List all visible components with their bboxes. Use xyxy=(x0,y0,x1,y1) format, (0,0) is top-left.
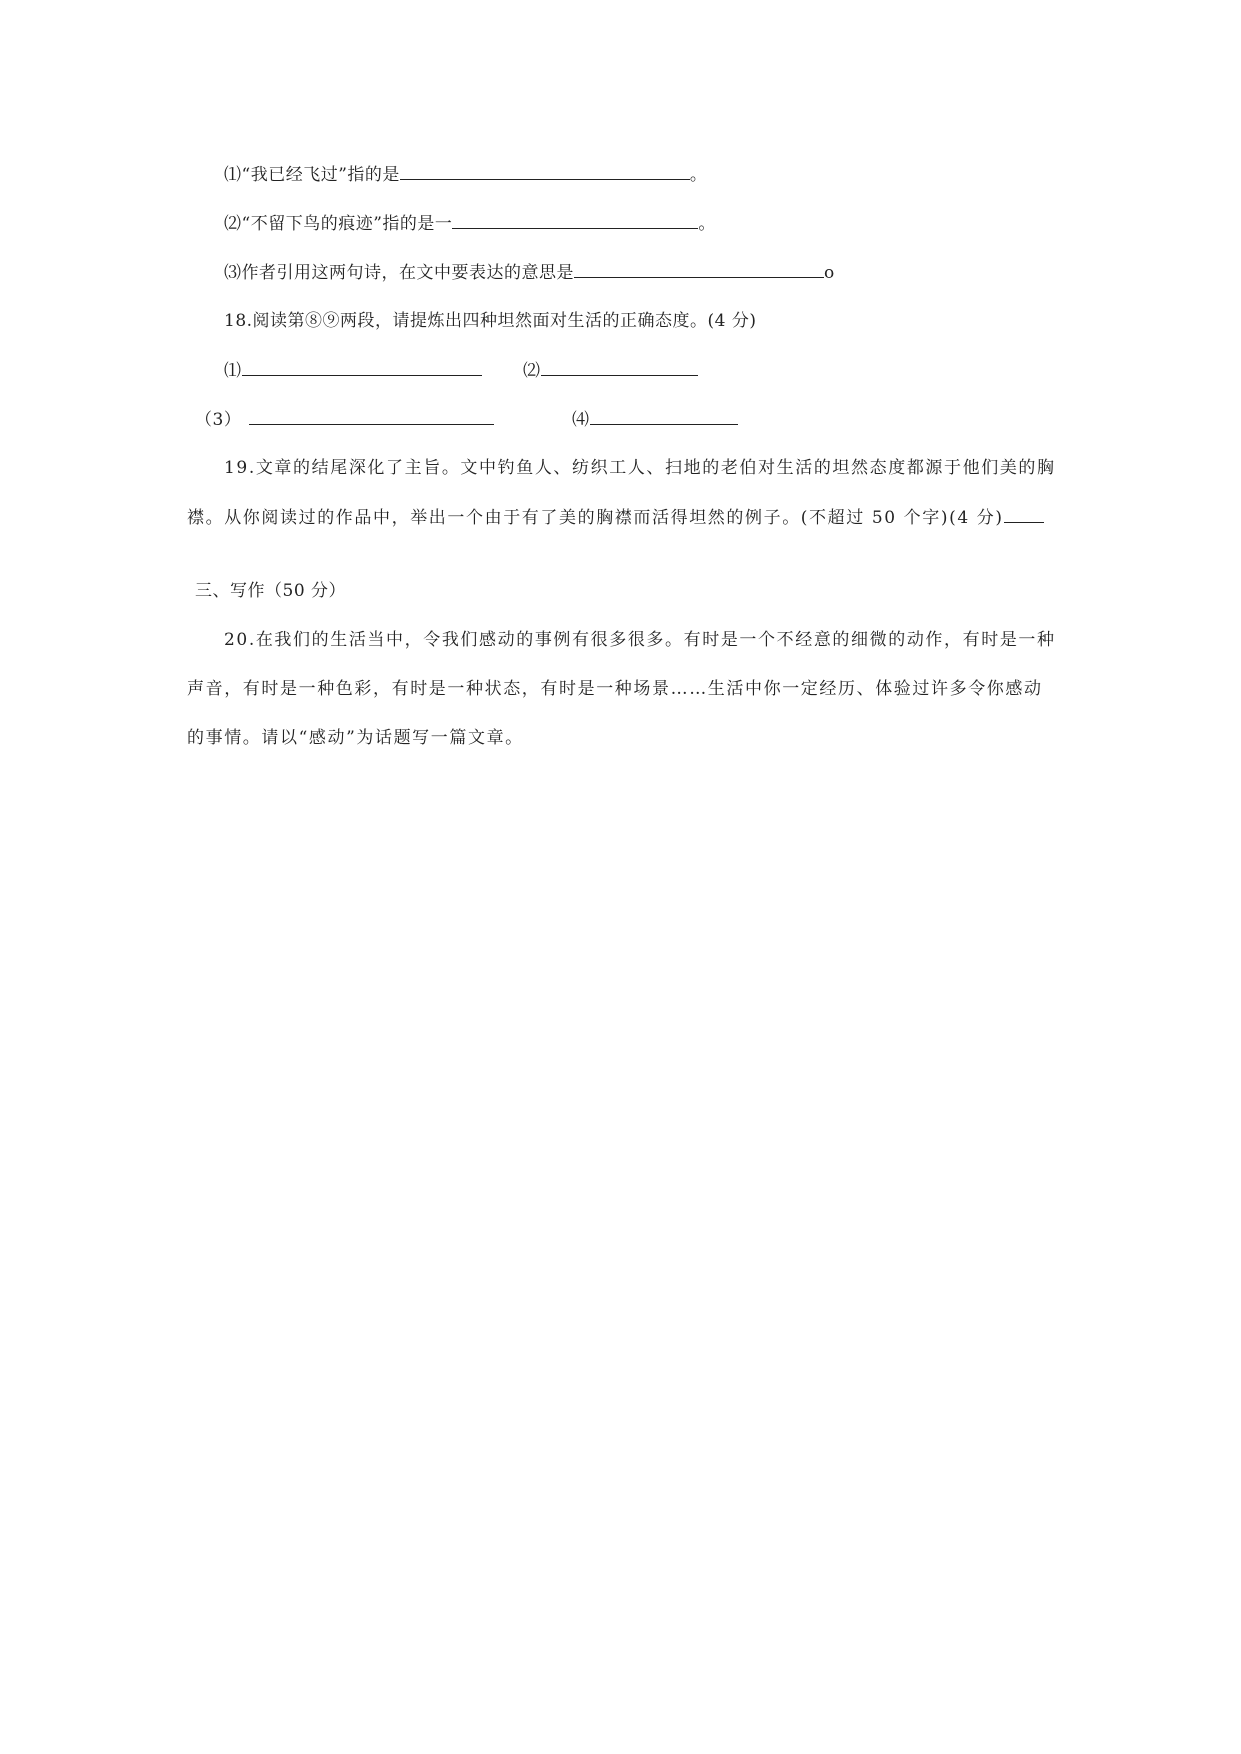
q18-prompt: 18.阅读第⑧⑨两段，请提炼出四种坦然面对生活的正确态度。(4 分) xyxy=(224,311,757,331)
q17-item-3 xyxy=(224,259,835,286)
q18-label-1: ⑴ xyxy=(224,361,242,381)
q17-item-3-text: ⑶作者引用这两句诗，在文中要表达的意思是 xyxy=(224,263,574,283)
q19-line-2 xyxy=(187,504,1044,531)
q20-line-3: 的事情。请以“感动”为话题写一篇文章。 xyxy=(187,728,524,748)
q18-answer-3 xyxy=(195,406,494,433)
answer-blank xyxy=(541,357,698,376)
q18-answer-1 xyxy=(224,357,482,384)
answer-blank xyxy=(249,406,494,425)
answer-blank xyxy=(242,357,482,376)
q20-line-1: 20.在我们的生活当中，令我们感动的事例有很多很多。有时是一个不经意的细微的动作，有时是一种 xyxy=(224,630,1056,650)
answer-blank xyxy=(1004,504,1044,523)
q18-answer-4 xyxy=(572,406,738,433)
section-heading-writing: 三、写作（50 分） xyxy=(195,581,347,601)
q17-item-1-text: ⑴“我已经飞过”指的是 xyxy=(224,165,400,185)
q17-item-2 xyxy=(224,210,716,237)
q17-item-3-end: o xyxy=(824,263,835,283)
answer-blank xyxy=(400,161,690,180)
q17-item-1-end: 。 xyxy=(689,165,708,185)
q18-answer-2 xyxy=(523,357,698,384)
answer-blank xyxy=(452,210,698,229)
q19-line-2-text: 襟。从你阅读过的作品中，举出一个由于有了美的胸襟而活得坦然的例子。(不超过 50 个字)(4 分) xyxy=(187,508,1004,528)
answer-blank xyxy=(574,259,824,278)
q18-label-4: ⑷ xyxy=(572,410,590,430)
q17-item-2-text: ⑵“不留下鸟的痕迹”指的是一 xyxy=(224,214,453,234)
q18-label-3: （3） xyxy=(195,410,242,430)
q18-label-2: ⑵ xyxy=(523,361,541,381)
q17-item-2-end: 。 xyxy=(698,214,716,234)
answer-blank xyxy=(590,406,738,425)
q20-line-2: 声音，有时是一种色彩，有时是一种状态，有时是一种场景……生活中你一定经历、体验过许多令你感动 xyxy=(187,679,1043,699)
q19-line-1: 19.文章的结尾深化了主旨。文中钓鱼人、纺织工人、扫地的老伯对生活的坦然态度都源于他们美的胸 xyxy=(224,458,1056,478)
q17-item-1 xyxy=(224,161,707,188)
